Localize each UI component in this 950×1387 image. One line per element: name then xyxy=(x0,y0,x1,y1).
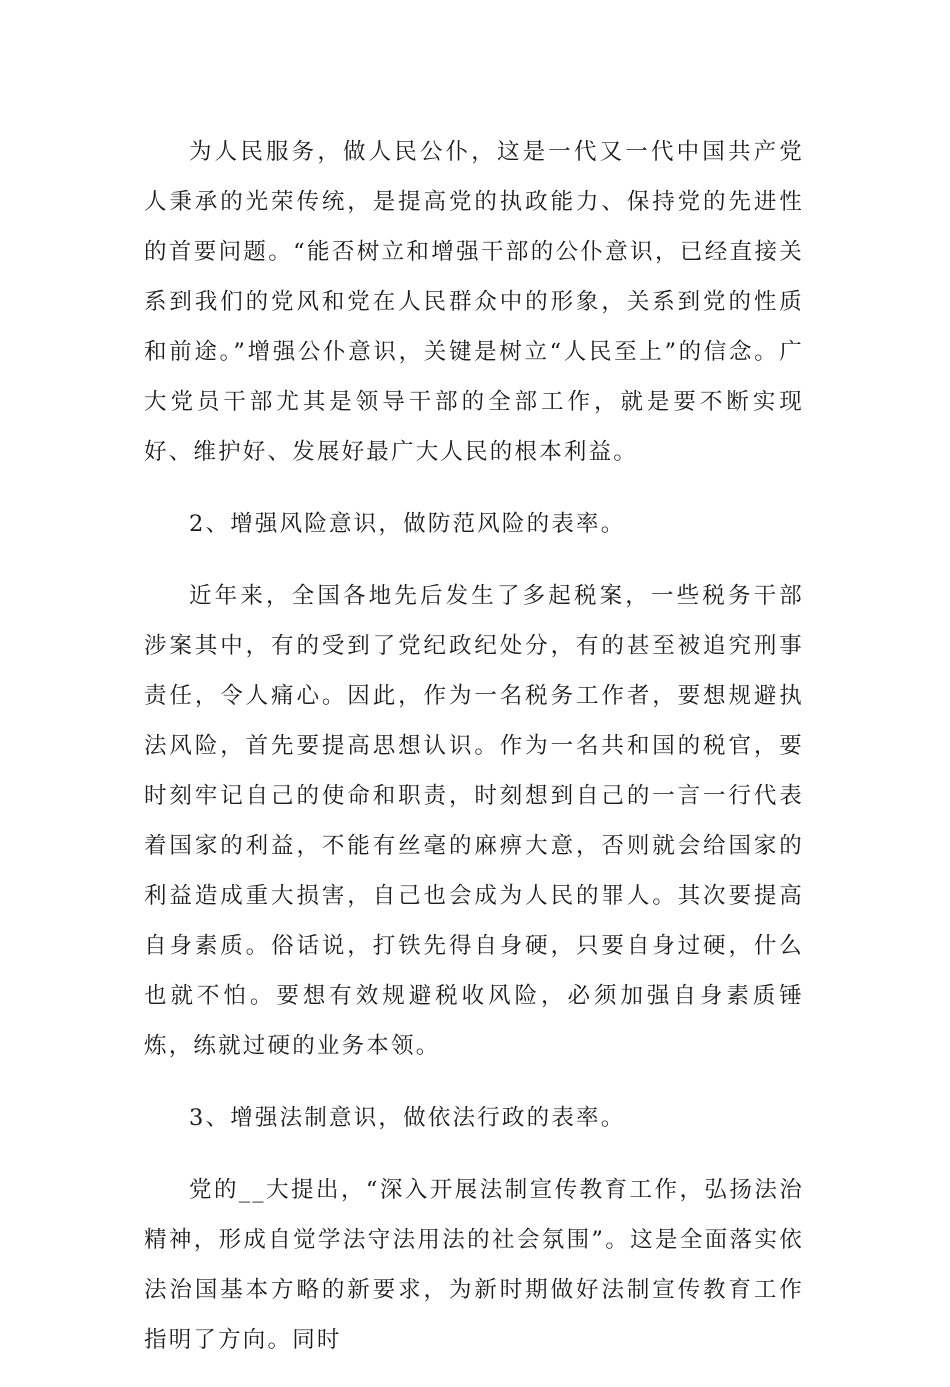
paragraph-legal-education: 党的__大提出，“深入开展法制宣传教育工作，弘扬法治精神，形成自觉学法守法用法的社会氛围”。这是全面落实依法治国基本方略的新要求，为新时期做好法制宣传教育工作指明了方向。同时 xyxy=(144,1177,804,1353)
section-heading-legal-awareness: 3、增强法制意识，做依法行政的表率。 xyxy=(189,1105,626,1131)
paragraph-tax-risk: 近年来，全国各地先后发生了多起税案，一些税务干部涉案其中，有的受到了党纪政纪处分，有的甚至被追究刑事责任，令人痛心。因此，作为一名税务工作者，要想规避执法风险，首先要提高思想认识。作为一名共和国的税官，要时刻牢记自己的使命和职责，时刻想到自己的一言一行代表着国家的利益，不能有丝毫的麻痹大意，否则就会给国家的利益造成重大损害，自己也会成为人民的罪人。其次要提高自身素质。俗话说，打铁先得自身硬，只要自身过硬，什么也就不怕。要想有效规避税收风险，必须加强自身素质锤炼，练就过硬的业务本领。 xyxy=(144,583,804,1059)
paragraph-public-servant: 为人民服务，做人民公仆，这是一代又一代中国共产党人秉承的光荣传统，是提高党的执政能力、保持党的先进性的首要问题。“能否树立和增强干部的公仆意识，已经直接关系到我们的党风和党在人民群众中的形象，关系到党的性质和前途。”增强公仆意识，关键是树立“人民至上”的信念。广大党员干部尤其是领导干部的全部工作，就是要不断实现好、维护好、发展好最广大人民的根本利益。 xyxy=(144,139,804,465)
section-heading-risk-awareness: 2、增强风险意识，做防范风险的表率。 xyxy=(189,511,626,537)
document-body xyxy=(144,127,804,1387)
